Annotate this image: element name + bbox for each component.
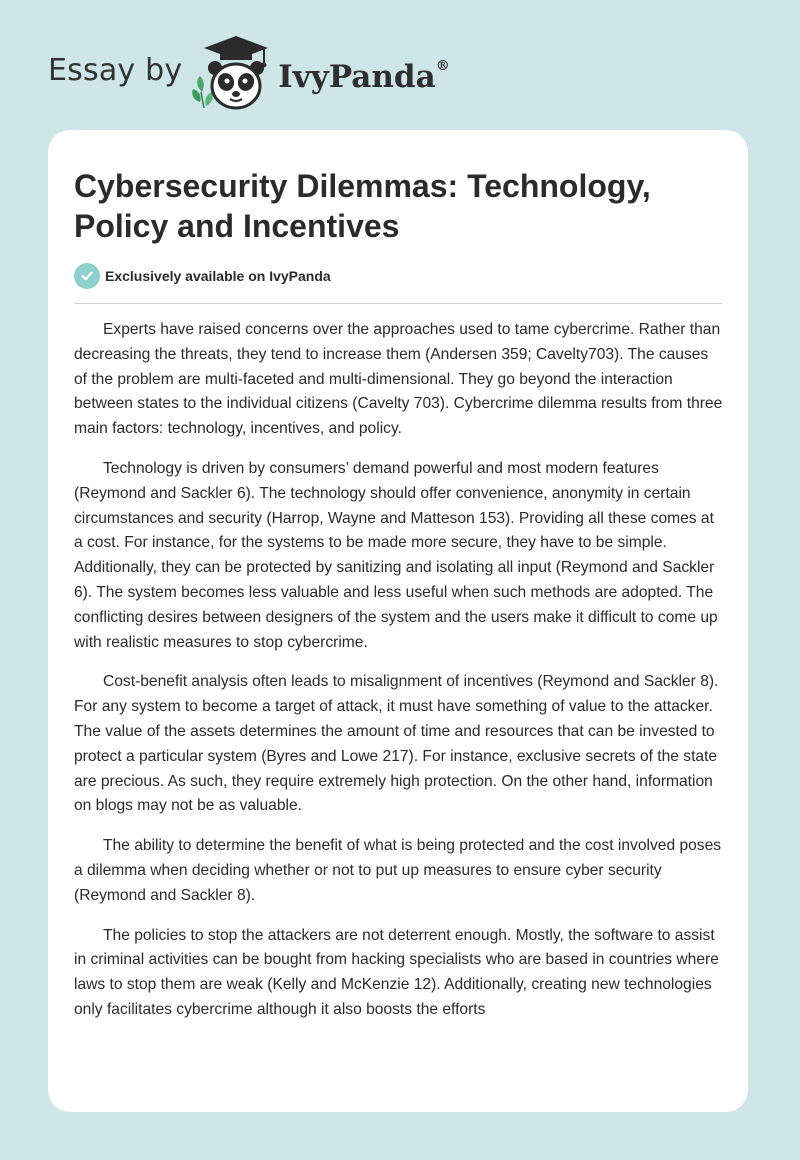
check-icon [74, 263, 100, 289]
site-header [48, 34, 548, 114]
brand-name[interactable] [278, 59, 449, 95]
paragraph: Experts have raised concerns over the approaches used to tame cybercrime. Rather than decreasing the threats, they tend to increase them (Andersen 359; Cavelty703). The causes of the problem are multi-faceted and multi-dimensional. They go beyond the interaction between states to the individual citizens (Cavelty 703). Cybercrime dilemma results from three main factors: technology, incentives, and policy. [74, 321, 723, 438]
essay-by-label: Essay by [48, 52, 183, 88]
exclusive-badge [74, 263, 331, 289]
essay-card [48, 130, 748, 1112]
brand-label: IvyPanda [278, 59, 436, 95]
page-title: Cybersecurity Dilemmas: Technology, Policy and Incentives [74, 168, 651, 244]
paragraph: Technology is driven by consumers’ demand powerful and most modern features (Reymond and Sackler 6). The technology should offer convenience, anonymity in certain circumstances and security (Harrop, Wayne and Matteson 153). Providing all these comes at a cost. For instance, for the systems to be made more secure, they have to be simple. Additionally, they can be protected by sanitizing and isolating all input (Reymond and Sackler 6). The system becomes less valuable and less useful when such methods are adopted. The conflicting desires between designers of the system and the users make it difficult to come up with realistic measures to stop cybercrime. [74, 459, 718, 651]
paragraph: The policies to stop the attackers are not deterrent enough. Mostly, the software to assist in criminal activities can be bought from hacking specialists who are based in countries where laws to stop them are weak (Kelly and McKenzie 12). Additionally, creating new technologies only facilitates cybercrime although it also boosts the efforts [74, 926, 719, 1018]
divider [74, 303, 722, 304]
panda-logo-icon[interactable] [188, 34, 274, 114]
ivy-leaf-icon [193, 76, 213, 108]
essay-body [74, 318, 724, 1100]
paragraph: The ability to determine the benefit of what is being protected and the cost involved poses a dilemma when deciding whether or not to put up measures to ensure cyber security (Reymond and Sackler 8). [74, 837, 722, 904]
exclusive-label: Exclusively available on IvyPanda [105, 268, 331, 284]
registered-mark: ® [435, 57, 450, 74]
paragraph: Cost-benefit analysis often leads to misalignment of incentives (Reymond and Sackler 8). For any system to become a target of attack, it must have something of value to the attacker. The value of the assets determines the amount of time and resources that can be invested to protect a particular system (Byres and Lowe 217). For instance, exclusive secrets of the state are precious. As such, they require extremely high protection. On the other hand, information on blogs may not be as valuable. [74, 673, 719, 815]
